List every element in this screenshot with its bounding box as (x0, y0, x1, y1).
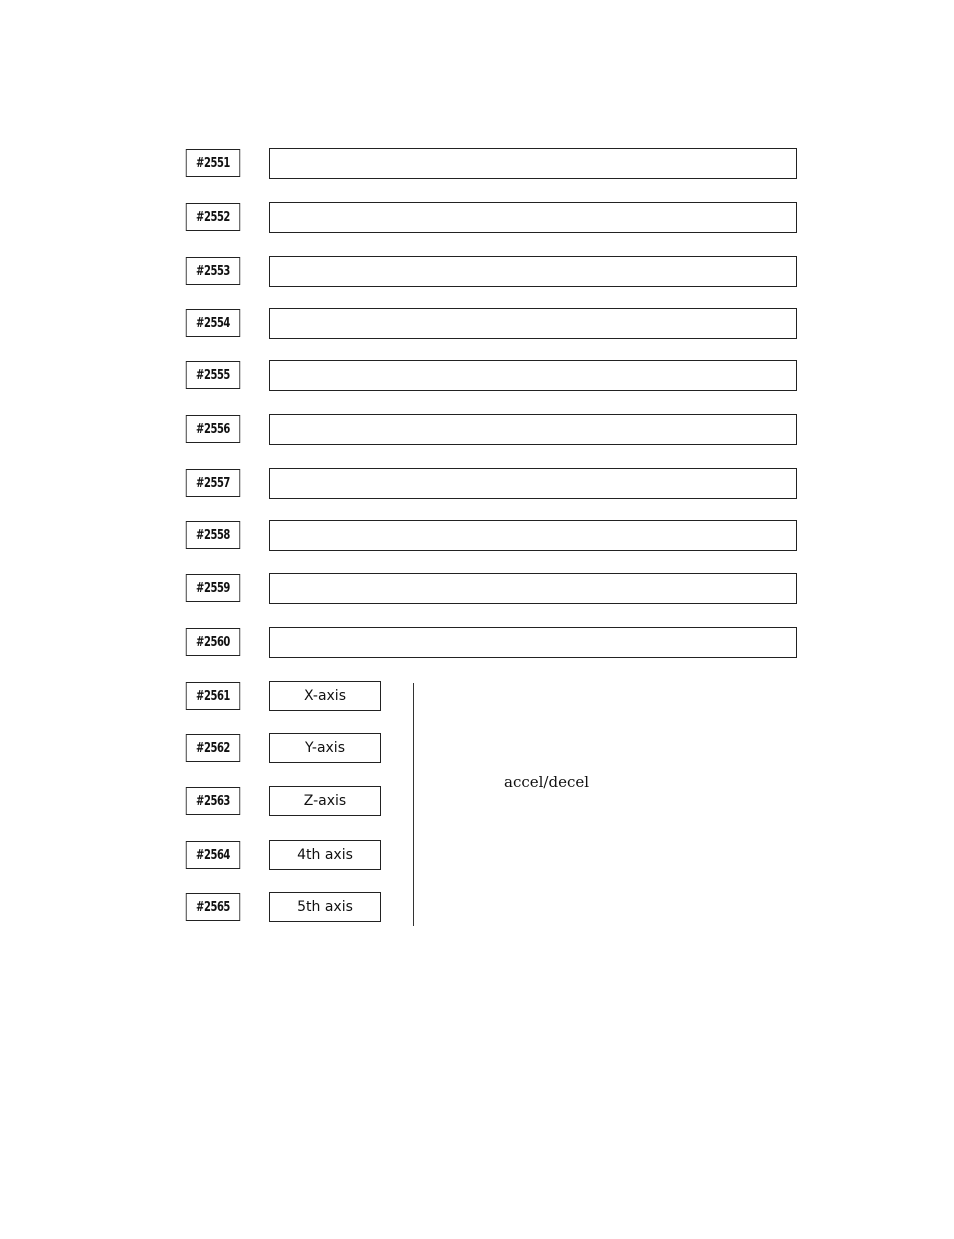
param-label: #2561 (186, 682, 240, 710)
param-label: #2554 (186, 309, 240, 337)
param-label: #2559 (186, 574, 240, 602)
param-value-field[interactable] (269, 414, 797, 445)
param-label: #2558 (186, 521, 240, 549)
param-label: #2556 (186, 415, 240, 443)
param-value-field[interactable] (269, 573, 797, 604)
param-label: #2551 (186, 149, 240, 177)
axis-value-field[interactable]: Y-axis (269, 733, 381, 763)
accel-decel-note: accel/decel (504, 773, 590, 791)
axis-value-field[interactable]: 4th axis (269, 840, 381, 870)
axis-value-field[interactable]: X-axis (269, 681, 381, 711)
param-value-field[interactable] (269, 468, 797, 499)
param-label: #2565 (186, 893, 240, 921)
param-label: #2563 (186, 787, 240, 815)
param-value-field[interactable] (269, 202, 797, 233)
axis-value-field[interactable]: 5th axis (269, 892, 381, 922)
param-value-field[interactable] (269, 308, 797, 339)
group-bracket-line (413, 683, 414, 926)
param-value-field[interactable] (269, 148, 797, 179)
param-label: #2560 (186, 628, 240, 656)
param-label: #2562 (186, 734, 240, 762)
axis-value-field[interactable]: Z-axis (269, 786, 381, 816)
param-label: #2564 (186, 841, 240, 869)
param-label: #2553 (186, 257, 240, 285)
param-value-field[interactable] (269, 627, 797, 658)
param-value-field[interactable] (269, 520, 797, 551)
param-label: #2552 (186, 203, 240, 231)
param-label: #2557 (186, 469, 240, 497)
param-value-field[interactable] (269, 360, 797, 391)
param-value-field[interactable] (269, 256, 797, 287)
param-label: #2555 (186, 361, 240, 389)
